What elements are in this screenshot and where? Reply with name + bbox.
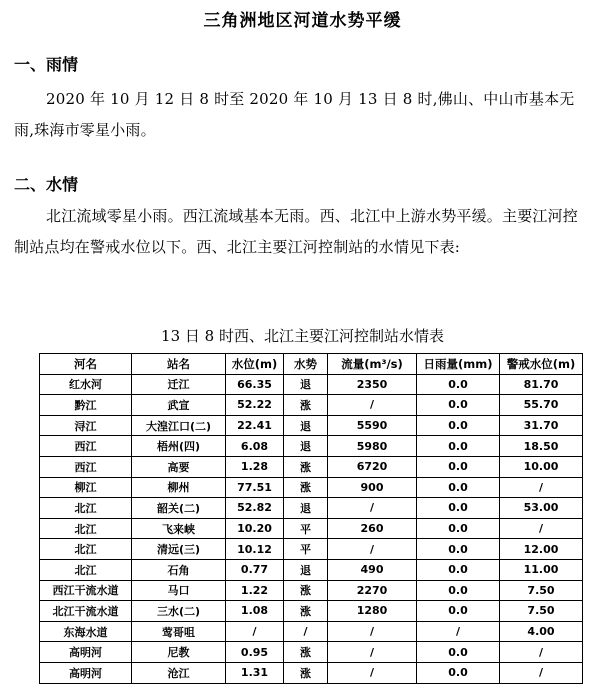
table-cell-flow-rate: 2270 xyxy=(328,580,417,601)
table-cell-water-trend: 涨 xyxy=(284,395,328,416)
table-cell-water-level: 52.22 xyxy=(226,395,284,416)
table-cell-daily-rainfall: / xyxy=(417,621,500,642)
table-body xyxy=(40,374,583,683)
table-cell-daily-rainfall: 0.0 xyxy=(417,662,500,683)
column-header-daily-rainfall: 日雨量(mm) xyxy=(417,354,500,375)
table-cell-water-level: 66.35 xyxy=(226,374,284,395)
table-cell-water-trend: 退 xyxy=(284,436,328,457)
table-cell-flow-rate: 900 xyxy=(328,477,417,498)
table-cell-daily-rainfall: 0.0 xyxy=(417,374,500,395)
column-header-flow-rate: 流量(m³/s) xyxy=(328,354,417,375)
table-cell-river-name: 西江 xyxy=(40,436,132,457)
table-cell-warning-level: 11.00 xyxy=(500,559,583,580)
table-cell-water-level: 6.08 xyxy=(226,436,284,457)
table-cell-flow-rate: 6720 xyxy=(328,456,417,477)
table-cell-station-name: 柳州 xyxy=(132,477,226,498)
table-row xyxy=(40,374,583,395)
table-row xyxy=(40,456,583,477)
table-row xyxy=(40,415,583,436)
table-cell-flow-rate: / xyxy=(328,498,417,519)
table-cell-river-name: 东海水道 xyxy=(40,621,132,642)
table-cell-warning-level: / xyxy=(500,477,583,498)
table-cell-daily-rainfall: 0.0 xyxy=(417,498,500,519)
table-cell-warning-level: 7.50 xyxy=(500,580,583,601)
section-paragraph-water: 北江流域零星小雨。西江流域基本无雨。西、北江中上游水势平缓。主要江河控制站点均在警戒水位以下。西、北江主要江河控制站的水情见下表: xyxy=(14,207,579,256)
table-cell-daily-rainfall: 0.0 xyxy=(417,518,500,539)
table-cell-daily-rainfall: 0.0 xyxy=(417,539,500,560)
table-cell-flow-rate: / xyxy=(328,621,417,642)
table-row xyxy=(40,601,583,622)
column-header-water-trend: 水势 xyxy=(284,354,328,375)
table-cell-water-trend: 涨 xyxy=(284,456,328,477)
table-cell-water-trend: 涨 xyxy=(284,477,328,498)
table-cell-warning-level: 81.70 xyxy=(500,374,583,395)
table-row xyxy=(40,395,583,416)
table-cell-flow-rate: 260 xyxy=(328,518,417,539)
table-cell-station-name: 莺哥咀 xyxy=(132,621,226,642)
table-cell-station-name: 梧州(四) xyxy=(132,436,226,457)
table-cell-warning-level: / xyxy=(500,642,583,663)
table-cell-daily-rainfall: 0.0 xyxy=(417,559,500,580)
section-heading-rain: 一、雨情 xyxy=(14,55,79,74)
table-cell-warning-level: / xyxy=(500,662,583,683)
column-header-station-name: 站名 xyxy=(132,354,226,375)
table-cell-water-trend: 平 xyxy=(284,539,328,560)
table-row xyxy=(40,477,583,498)
table-cell-water-level: 1.31 xyxy=(226,662,284,683)
table-row xyxy=(40,518,583,539)
table-cell-river-name: 黔江 xyxy=(40,395,132,416)
table-cell-station-name: 三水(二) xyxy=(132,601,226,622)
table-cell-river-name: 高明河 xyxy=(40,662,132,683)
table-cell-station-name: 大湟江口(二) xyxy=(132,415,226,436)
table-cell-station-name: 迁江 xyxy=(132,374,226,395)
table-cell-river-name: 北江 xyxy=(40,559,132,580)
table-cell-river-name: 西江干流水道 xyxy=(40,580,132,601)
table-header-row xyxy=(40,354,583,375)
table-cell-flow-rate: / xyxy=(328,642,417,663)
table-cell-warning-level: 55.70 xyxy=(500,395,583,416)
table-cell-river-name: 西江 xyxy=(40,456,132,477)
table-cell-daily-rainfall: 0.0 xyxy=(417,456,500,477)
table-cell-water-level: 0.95 xyxy=(226,642,284,663)
table-cell-river-name: 北江 xyxy=(40,498,132,519)
table-row xyxy=(40,642,583,663)
table-cell-flow-rate: / xyxy=(328,539,417,560)
table-cell-water-level: 1.08 xyxy=(226,601,284,622)
table-cell-water-level: 22.41 xyxy=(226,415,284,436)
table-cell-flow-rate: 5980 xyxy=(328,436,417,457)
table-cell-water-level: 77.51 xyxy=(226,477,284,498)
table-cell-station-name: 尼教 xyxy=(132,642,226,663)
section-paragraph-rain: 2020 年 10 月 12 日 8 时至 2020 年 10 月 13 日 8 时,佛山、中山市基本无雨,珠海市零星小雨。 xyxy=(14,90,575,139)
table-cell-warning-level: 12.00 xyxy=(500,539,583,560)
table-cell-river-name: 柳江 xyxy=(40,477,132,498)
table-cell-warning-level: 53.00 xyxy=(500,498,583,519)
table-cell-river-name: 浔江 xyxy=(40,415,132,436)
table-cell-daily-rainfall: 0.0 xyxy=(417,601,500,622)
table-cell-station-name: 马口 xyxy=(132,580,226,601)
table-row xyxy=(40,580,583,601)
table-cell-flow-rate: 1280 xyxy=(328,601,417,622)
table-cell-river-name: 北江 xyxy=(40,539,132,560)
table-cell-water-trend: / xyxy=(284,621,328,642)
table-cell-daily-rainfall: 0.0 xyxy=(417,415,500,436)
table-cell-warning-level: 18.50 xyxy=(500,436,583,457)
table-cell-station-name: 高要 xyxy=(132,456,226,477)
table-cell-flow-rate: / xyxy=(328,395,417,416)
table-cell-warning-level: 4.00 xyxy=(500,621,583,642)
table-cell-river-name: 红水河 xyxy=(40,374,132,395)
table-cell-water-trend: 涨 xyxy=(284,601,328,622)
table-cell-flow-rate: 2350 xyxy=(328,374,417,395)
table-cell-water-trend: 平 xyxy=(284,518,328,539)
column-header-warning-level: 警戒水位(m) xyxy=(500,354,583,375)
table-row xyxy=(40,436,583,457)
table-cell-daily-rainfall: 0.0 xyxy=(417,642,500,663)
table-cell-station-name: 石角 xyxy=(132,559,226,580)
table-cell-water-trend: 退 xyxy=(284,374,328,395)
table-cell-station-name: 飞来峡 xyxy=(132,518,226,539)
table-cell-warning-level: 31.70 xyxy=(500,415,583,436)
page-title: 三角洲地区河道水势平缓 xyxy=(203,11,402,31)
table-cell-flow-rate: 5590 xyxy=(328,415,417,436)
table-cell-water-level: 10.20 xyxy=(226,518,284,539)
table-cell-water-trend: 涨 xyxy=(284,662,328,683)
table-cell-water-trend: 退 xyxy=(284,415,328,436)
table-cell-water-level: 1.22 xyxy=(226,580,284,601)
table-cell-daily-rainfall: 0.0 xyxy=(417,436,500,457)
table-cell-water-level: 52.82 xyxy=(226,498,284,519)
table-row xyxy=(40,539,583,560)
water-status-table xyxy=(39,353,583,684)
table-cell-warning-level: 7.50 xyxy=(500,601,583,622)
section-heading-water: 二、水情 xyxy=(14,175,79,194)
table-cell-warning-level: / xyxy=(500,518,583,539)
table-row xyxy=(40,559,583,580)
table-cell-water-trend: 涨 xyxy=(284,580,328,601)
table-cell-station-name: 韶关(二) xyxy=(132,498,226,519)
table-cell-water-trend: 退 xyxy=(284,559,328,580)
table-cell-daily-rainfall: 0.0 xyxy=(417,580,500,601)
table-row xyxy=(40,621,583,642)
table-caption: 13 日 8 时西、北江主要江河控制站水情表 xyxy=(161,327,444,345)
table-cell-water-level: 10.12 xyxy=(226,539,284,560)
table-cell-flow-rate: 490 xyxy=(328,559,417,580)
table-cell-river-name: 北江 xyxy=(40,518,132,539)
table-cell-flow-rate: / xyxy=(328,662,417,683)
table-row xyxy=(40,662,583,683)
table-cell-river-name: 高明河 xyxy=(40,642,132,663)
table-cell-water-level: 1.28 xyxy=(226,456,284,477)
table-cell-station-name: 沧江 xyxy=(132,662,226,683)
table-cell-daily-rainfall: 0.0 xyxy=(417,395,500,416)
table-row xyxy=(40,498,583,519)
table-cell-station-name: 清远(三) xyxy=(132,539,226,560)
table-cell-warning-level: 10.00 xyxy=(500,456,583,477)
column-header-water-level: 水位(m) xyxy=(226,354,284,375)
table-cell-water-level: 0.77 xyxy=(226,559,284,580)
table-cell-river-name: 北江干流水道 xyxy=(40,601,132,622)
table-cell-daily-rainfall: 0.0 xyxy=(417,477,500,498)
table-cell-water-trend: 涨 xyxy=(284,642,328,663)
table-cell-water-trend: 退 xyxy=(284,498,328,519)
table-cell-station-name: 武宣 xyxy=(132,395,226,416)
table-cell-water-level: / xyxy=(226,621,284,642)
column-header-river-name: 河名 xyxy=(40,354,132,375)
